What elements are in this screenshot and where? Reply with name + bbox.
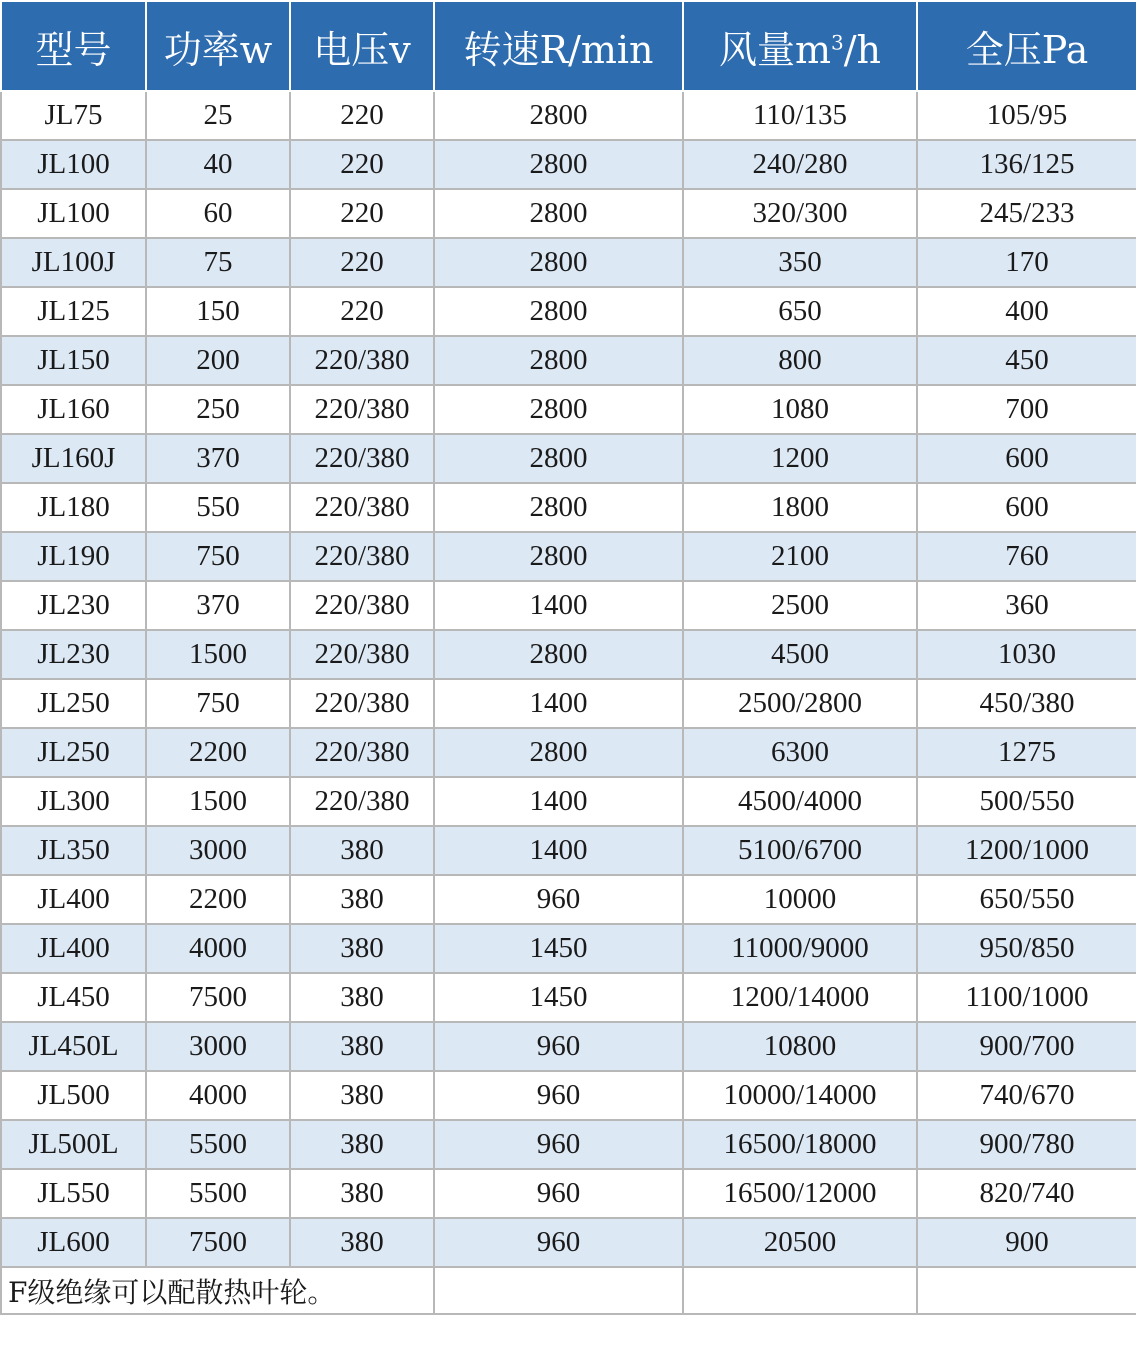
cell-power: 2200 [146, 875, 290, 924]
cell-voltage: 380 [290, 1120, 434, 1169]
cell-airflow: 16500/18000 [683, 1120, 917, 1169]
cell-pressure: 1030 [917, 630, 1136, 679]
cell-power: 370 [146, 581, 290, 630]
table-row [1, 287, 1136, 336]
cell-airflow: 2500 [683, 581, 917, 630]
cell-voltage: 220 [290, 91, 434, 140]
cell-speed: 960 [434, 1120, 683, 1169]
cell-model: JL150 [1, 336, 146, 385]
cell-voltage: 380 [290, 924, 434, 973]
cell-voltage: 220/380 [290, 630, 434, 679]
cell-model: JL230 [1, 581, 146, 630]
cell-power: 7500 [146, 973, 290, 1022]
cell-power: 7500 [146, 1218, 290, 1267]
table-row [1, 826, 1136, 875]
cell-pressure: 600 [917, 434, 1136, 483]
table-row [1, 875, 1136, 924]
cell-power: 25 [146, 91, 290, 140]
cell-power: 5500 [146, 1120, 290, 1169]
cell-power: 550 [146, 483, 290, 532]
cell-airflow: 1800 [683, 483, 917, 532]
cell-voltage: 220 [290, 140, 434, 189]
cell-voltage: 380 [290, 1169, 434, 1218]
cell-pressure: 245/233 [917, 189, 1136, 238]
header-airflow: 风量$m^3/h$ [683, 1, 917, 91]
cell-power: 75 [146, 238, 290, 287]
cell-speed: 960 [434, 1218, 683, 1267]
cell-model: JL550 [1, 1169, 146, 1218]
cell-airflow: 1200 [683, 434, 917, 483]
cell-airflow: 800 [683, 336, 917, 385]
cell-pressure: 400 [917, 287, 1136, 336]
cell-airflow: 2500/2800 [683, 679, 917, 728]
cell-power: 750 [146, 532, 290, 581]
footnote-blank-cell [917, 1267, 1136, 1314]
cell-pressure: 600 [917, 483, 1136, 532]
cell-airflow: 16500/12000 [683, 1169, 917, 1218]
cell-voltage: 380 [290, 826, 434, 875]
cell-voltage: 380 [290, 875, 434, 924]
table-row [1, 1218, 1136, 1267]
cell-pressure: 136/125 [917, 140, 1136, 189]
cell-model: JL125 [1, 287, 146, 336]
cell-power: 60 [146, 189, 290, 238]
cell-pressure: 450/380 [917, 679, 1136, 728]
cell-voltage: 220/380 [290, 385, 434, 434]
cell-model: JL230 [1, 630, 146, 679]
cell-speed: 2800 [434, 238, 683, 287]
cell-speed: 1400 [434, 581, 683, 630]
cell-speed: 2800 [434, 287, 683, 336]
cell-pressure: 450 [917, 336, 1136, 385]
cell-model: JL600 [1, 1218, 146, 1267]
cell-airflow: 350 [683, 238, 917, 287]
table-row [1, 581, 1136, 630]
cell-airflow: 10000 [683, 875, 917, 924]
cell-speed: 1400 [434, 679, 683, 728]
cell-model: JL180 [1, 483, 146, 532]
cell-pressure: 740/670 [917, 1071, 1136, 1120]
table-row [1, 1169, 1136, 1218]
cell-voltage: 220/380 [290, 434, 434, 483]
cell-airflow: 240/280 [683, 140, 917, 189]
cell-model: JL75 [1, 91, 146, 140]
cell-airflow: 2100 [683, 532, 917, 581]
cell-power: 40 [146, 140, 290, 189]
cell-voltage: 220 [290, 287, 434, 336]
cell-speed: 2800 [434, 532, 683, 581]
table-row [1, 532, 1136, 581]
cell-airflow: 4500/4000 [683, 777, 917, 826]
cell-speed: 960 [434, 1022, 683, 1071]
cell-model: JL350 [1, 826, 146, 875]
airflow-unit-exponent: 3 [831, 29, 844, 54]
footnote-row [1, 1267, 1136, 1314]
cell-speed: 960 [434, 1169, 683, 1218]
cell-airflow: 320/300 [683, 189, 917, 238]
cell-airflow: 6300 [683, 728, 917, 777]
cell-model: JL450 [1, 973, 146, 1022]
footnote: F级绝缘可以配散热叶轮。 [1, 1267, 434, 1314]
cell-power: 750 [146, 679, 290, 728]
cell-model: JL400 [1, 875, 146, 924]
cell-pressure: 950/850 [917, 924, 1136, 973]
cell-speed: 2800 [434, 336, 683, 385]
cell-voltage: 380 [290, 973, 434, 1022]
cell-power: 250 [146, 385, 290, 434]
table-row [1, 336, 1136, 385]
cell-airflow: 1080 [683, 385, 917, 434]
cell-speed: 1400 [434, 826, 683, 875]
cell-speed: 1450 [434, 924, 683, 973]
header-model: 型号 [1, 1, 146, 91]
cell-voltage: 380 [290, 1071, 434, 1120]
table-row [1, 630, 1136, 679]
cell-voltage: 220/380 [290, 532, 434, 581]
cell-model: JL160 [1, 385, 146, 434]
footnote-blank-cell [434, 1267, 683, 1314]
cell-power: 200 [146, 336, 290, 385]
cell-airflow: 10800 [683, 1022, 917, 1071]
header-row [1, 1, 1136, 91]
cell-voltage: 220 [290, 189, 434, 238]
cell-pressure: 700 [917, 385, 1136, 434]
cell-power: 3000 [146, 1022, 290, 1071]
cell-airflow: 650 [683, 287, 917, 336]
table-row [1, 728, 1136, 777]
table-row [1, 140, 1136, 189]
cell-voltage: 220/380 [290, 728, 434, 777]
table-row [1, 1120, 1136, 1169]
cell-voltage: 220/380 [290, 483, 434, 532]
cell-speed: 2800 [434, 728, 683, 777]
cell-power: 2200 [146, 728, 290, 777]
cell-pressure: 900/700 [917, 1022, 1136, 1071]
cell-model: JL500L [1, 1120, 146, 1169]
cell-voltage: 220/380 [290, 336, 434, 385]
cell-power: 3000 [146, 826, 290, 875]
table-row [1, 434, 1136, 483]
table-row [1, 679, 1136, 728]
cell-speed: 1450 [434, 973, 683, 1022]
cell-power: 4000 [146, 1071, 290, 1120]
cell-airflow: 5100/6700 [683, 826, 917, 875]
cell-speed: 2800 [434, 434, 683, 483]
cell-pressure: 105/95 [917, 91, 1136, 140]
header-voltage: 电压v [290, 1, 434, 91]
cell-airflow: 4500 [683, 630, 917, 679]
cell-airflow: 10000/14000 [683, 1071, 917, 1120]
table-row [1, 238, 1136, 287]
cell-voltage: 220/380 [290, 679, 434, 728]
cell-pressure: 650/550 [917, 875, 1136, 924]
cell-model: JL250 [1, 679, 146, 728]
cell-voltage: 380 [290, 1218, 434, 1267]
cell-pressure: 760 [917, 532, 1136, 581]
table-row [1, 1022, 1136, 1071]
cell-model: JL100 [1, 140, 146, 189]
cell-speed: 2800 [434, 483, 683, 532]
footnote-blank-cell [683, 1267, 917, 1314]
cell-pressure: 500/550 [917, 777, 1136, 826]
cell-pressure: 820/740 [917, 1169, 1136, 1218]
table-row [1, 385, 1136, 434]
cell-speed: 2800 [434, 140, 683, 189]
cell-voltage: 220 [290, 238, 434, 287]
header-speed: 转速R/min [434, 1, 683, 91]
cell-voltage: 380 [290, 1022, 434, 1071]
cell-power: 370 [146, 434, 290, 483]
cell-pressure: 1275 [917, 728, 1136, 777]
cell-pressure: 360 [917, 581, 1136, 630]
cell-speed: 2800 [434, 189, 683, 238]
cell-model: JL190 [1, 532, 146, 581]
cell-pressure: 900/780 [917, 1120, 1136, 1169]
cell-model: JL500 [1, 1071, 146, 1120]
cell-pressure: 170 [917, 238, 1136, 287]
cell-pressure: 1200/1000 [917, 826, 1136, 875]
table-row [1, 924, 1136, 973]
cell-model: JL400 [1, 924, 146, 973]
cell-model: JL100 [1, 189, 146, 238]
cell-airflow: 1200/14000 [683, 973, 917, 1022]
cell-model: JL160J [1, 434, 146, 483]
cell-model: JL250 [1, 728, 146, 777]
cell-airflow: 20500 [683, 1218, 917, 1267]
cell-power: 4000 [146, 924, 290, 973]
table-row [1, 1071, 1136, 1120]
cell-voltage: 220/380 [290, 581, 434, 630]
cell-model: JL100J [1, 238, 146, 287]
cell-airflow: 110/135 [683, 91, 917, 140]
cell-speed: 960 [434, 875, 683, 924]
header-power: 功率w [146, 1, 290, 91]
table-body [1, 91, 1136, 1267]
table-row [1, 189, 1136, 238]
cell-speed: 2800 [434, 630, 683, 679]
header-pressure: 全压Pa [917, 1, 1136, 91]
cell-power: 150 [146, 287, 290, 336]
cell-pressure: 1100/1000 [917, 973, 1136, 1022]
cell-power: 5500 [146, 1169, 290, 1218]
cell-speed: 2800 [434, 91, 683, 140]
table-row [1, 777, 1136, 826]
cell-speed: 960 [434, 1071, 683, 1120]
cell-pressure: 900 [917, 1218, 1136, 1267]
cell-power: 1500 [146, 777, 290, 826]
cell-speed: 2800 [434, 385, 683, 434]
cell-airflow: 11000/9000 [683, 924, 917, 973]
cell-model: JL300 [1, 777, 146, 826]
cell-power: 1500 [146, 630, 290, 679]
cell-model: JL450L [1, 1022, 146, 1071]
table-row [1, 973, 1136, 1022]
cell-voltage: 220/380 [290, 777, 434, 826]
cell-speed: 1400 [434, 777, 683, 826]
table-row [1, 483, 1136, 532]
table-row [1, 91, 1136, 140]
